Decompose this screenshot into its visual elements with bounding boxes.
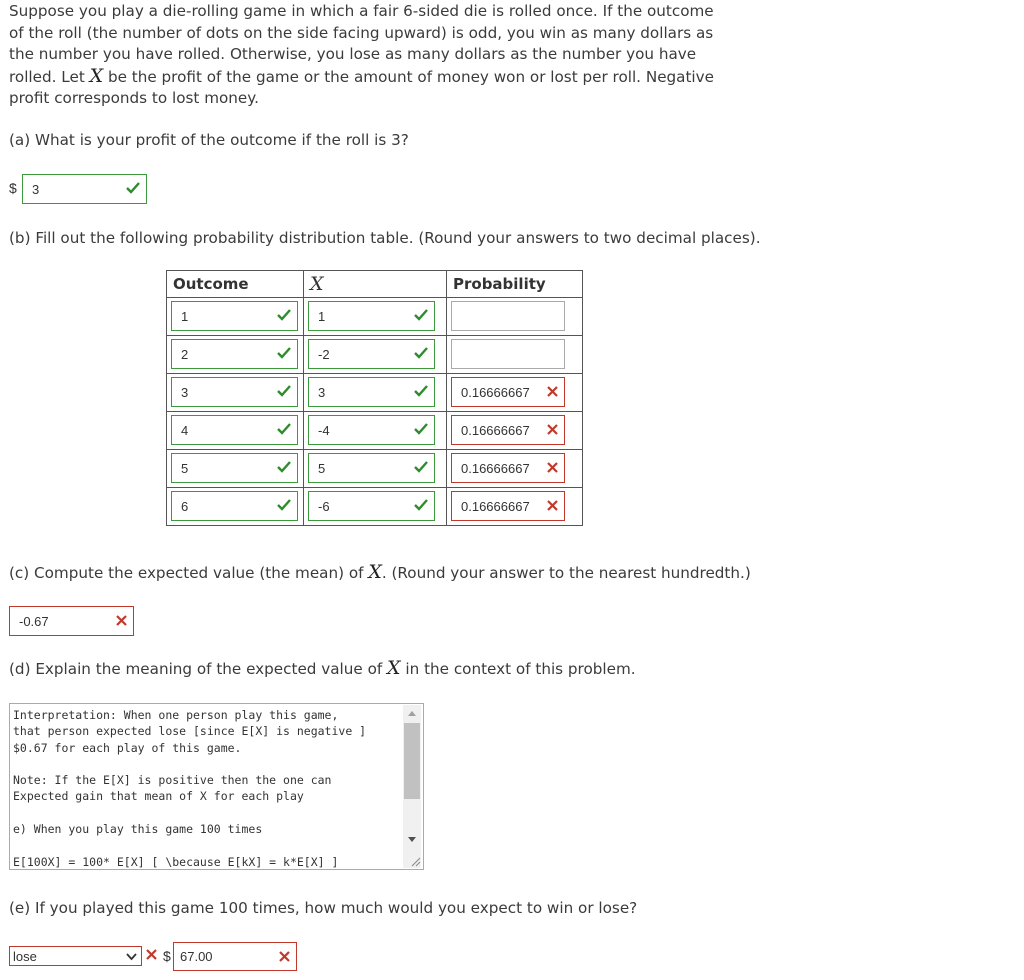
part-d-tail: in the context of this problem. <box>405 660 636 678</box>
x-value: 1 <box>318 309 326 324</box>
currency-symbol: $ <box>9 180 17 196</box>
scroll-up-icon[interactable] <box>407 709 417 717</box>
probability-input[interactable] <box>451 491 565 521</box>
x-cell <box>304 412 447 450</box>
part-c-prompt <box>9 562 751 585</box>
cross-icon <box>547 424 558 435</box>
part-d-prompt <box>9 658 636 681</box>
check-icon <box>412 382 430 400</box>
outcome-value: 2 <box>181 347 189 362</box>
probability-cell <box>447 298 583 336</box>
probability-input[interactable] <box>451 377 565 407</box>
table-row <box>167 374 583 412</box>
check-icon <box>412 496 430 514</box>
cross-icon <box>547 462 558 473</box>
outcome-input[interactable] <box>171 415 298 445</box>
answer-a-input[interactable] <box>22 174 147 204</box>
outcome-value: 3 <box>181 385 189 400</box>
check-icon <box>124 179 142 197</box>
probability-input[interactable] <box>451 339 565 369</box>
header-outcome: Outcome <box>167 271 304 298</box>
intro-text: Suppose you play a die-rolling game in which a fair 6-sided die is rolled once. If the outcome of the roll (the number of dots on the side facing upward) is odd, you win as many dollars as the number you have rolled. Otherwise, you lose as many dollars as the number you have rolled. Let <box>9 2 714 86</box>
question-intro <box>9 1 729 110</box>
probability-cell <box>447 450 583 488</box>
probability-input[interactable] <box>451 453 565 483</box>
answer-c-input[interactable] <box>9 606 134 636</box>
answer-a-value: 3 <box>32 182 40 197</box>
scrollbar-thumb[interactable] <box>404 723 420 799</box>
header-probability: Probability <box>447 271 583 298</box>
variable-x: X <box>387 657 401 679</box>
variable-x: X <box>89 64 104 87</box>
outcome-value: 1 <box>181 309 189 324</box>
cross-icon <box>116 615 127 626</box>
chevron-down-icon <box>126 953 137 961</box>
outcome-value: 6 <box>181 499 189 514</box>
answer-e-amount: 67.00 <box>180 949 213 964</box>
x-cell <box>304 488 447 526</box>
outcome-input[interactable] <box>171 339 298 369</box>
select-value: lose <box>13 949 37 964</box>
answer-e-select[interactable] <box>9 946 142 966</box>
probability-cell <box>447 374 583 412</box>
probability-cell <box>447 336 583 374</box>
outcome-input[interactable] <box>171 377 298 407</box>
probability-value: 0.16666667 <box>461 423 530 438</box>
x-input[interactable] <box>308 453 435 483</box>
probability-table <box>166 270 583 526</box>
probability-input[interactable] <box>451 301 565 331</box>
table-row <box>167 336 583 374</box>
x-value: -6 <box>318 499 330 514</box>
probability-cell <box>447 412 583 450</box>
part-d-text: (d) Explain the meaning of the expected value of <box>9 660 383 678</box>
part-b-prompt: (b) Fill out the following probability distribution table. (Round your answers to two decimal places). <box>9 229 761 247</box>
cross-icon <box>279 951 290 962</box>
probability-cell <box>447 488 583 526</box>
scroll-down-icon[interactable] <box>407 836 417 844</box>
probability-value: 0.16666667 <box>461 461 530 476</box>
cross-icon <box>146 949 157 960</box>
outcome-cell <box>167 450 304 488</box>
check-icon <box>275 344 293 362</box>
currency-symbol: $ <box>163 948 171 964</box>
x-input[interactable] <box>308 415 435 445</box>
answer-c-value: -0.67 <box>19 614 49 629</box>
header-x: X <box>304 271 447 298</box>
outcome-cell <box>167 488 304 526</box>
outcome-value: 4 <box>181 423 189 438</box>
cross-icon <box>547 386 558 397</box>
cross-icon <box>547 500 558 511</box>
answer-d-textarea[interactable] <box>9 703 424 870</box>
x-input[interactable] <box>308 339 435 369</box>
x-value: 5 <box>318 461 326 476</box>
textarea-scrollbar[interactable] <box>403 705 421 868</box>
probability-value: 0.16666667 <box>461 499 530 514</box>
probability-value: 0.16666667 <box>461 385 530 400</box>
part-e-prompt: (e) If you played this game 100 times, how much would you expect to win or lose? <box>9 899 638 917</box>
table-row <box>167 450 583 488</box>
x-value: 3 <box>318 385 326 400</box>
x-cell <box>304 298 447 336</box>
outcome-cell <box>167 412 304 450</box>
check-icon <box>412 458 430 476</box>
probability-input[interactable] <box>451 415 565 445</box>
table-row <box>167 298 583 336</box>
table-row <box>167 488 583 526</box>
outcome-cell <box>167 336 304 374</box>
check-icon <box>275 496 293 514</box>
outcome-input[interactable] <box>171 453 298 483</box>
table-header-row <box>167 271 583 298</box>
intro-tail: be the profit of the game or the amount of money won or lost per roll. Negative profit corresponds to lost money. <box>9 67 714 108</box>
outcome-cell <box>167 298 304 336</box>
x-value: -2 <box>318 347 330 362</box>
x-input[interactable] <box>308 491 435 521</box>
part-c-tail: . (Round your answer to the nearest hundredth.) <box>381 564 751 582</box>
variable-x: X <box>368 561 382 583</box>
x-input[interactable] <box>308 377 435 407</box>
check-icon <box>412 344 430 362</box>
answer-e-amount-input[interactable] <box>173 942 297 971</box>
x-cell <box>304 450 447 488</box>
outcome-input[interactable] <box>171 491 298 521</box>
table-row <box>167 412 583 450</box>
check-icon <box>275 420 293 438</box>
x-cell <box>304 336 447 374</box>
x-input[interactable] <box>308 301 435 331</box>
check-icon <box>412 306 430 324</box>
outcome-cell <box>167 374 304 412</box>
check-icon <box>275 458 293 476</box>
outcome-input[interactable] <box>171 301 298 331</box>
outcome-value: 5 <box>181 461 189 476</box>
part-a-prompt: (a) What is your profit of the outcome if the roll is 3? <box>9 131 409 149</box>
check-icon <box>412 420 430 438</box>
resize-grip-icon[interactable] <box>409 855 421 867</box>
x-value: -4 <box>318 423 330 438</box>
x-cell <box>304 374 447 412</box>
part-c-text: (c) Compute the expected value (the mean) of <box>9 564 364 582</box>
check-icon <box>275 306 293 324</box>
check-icon <box>275 382 293 400</box>
